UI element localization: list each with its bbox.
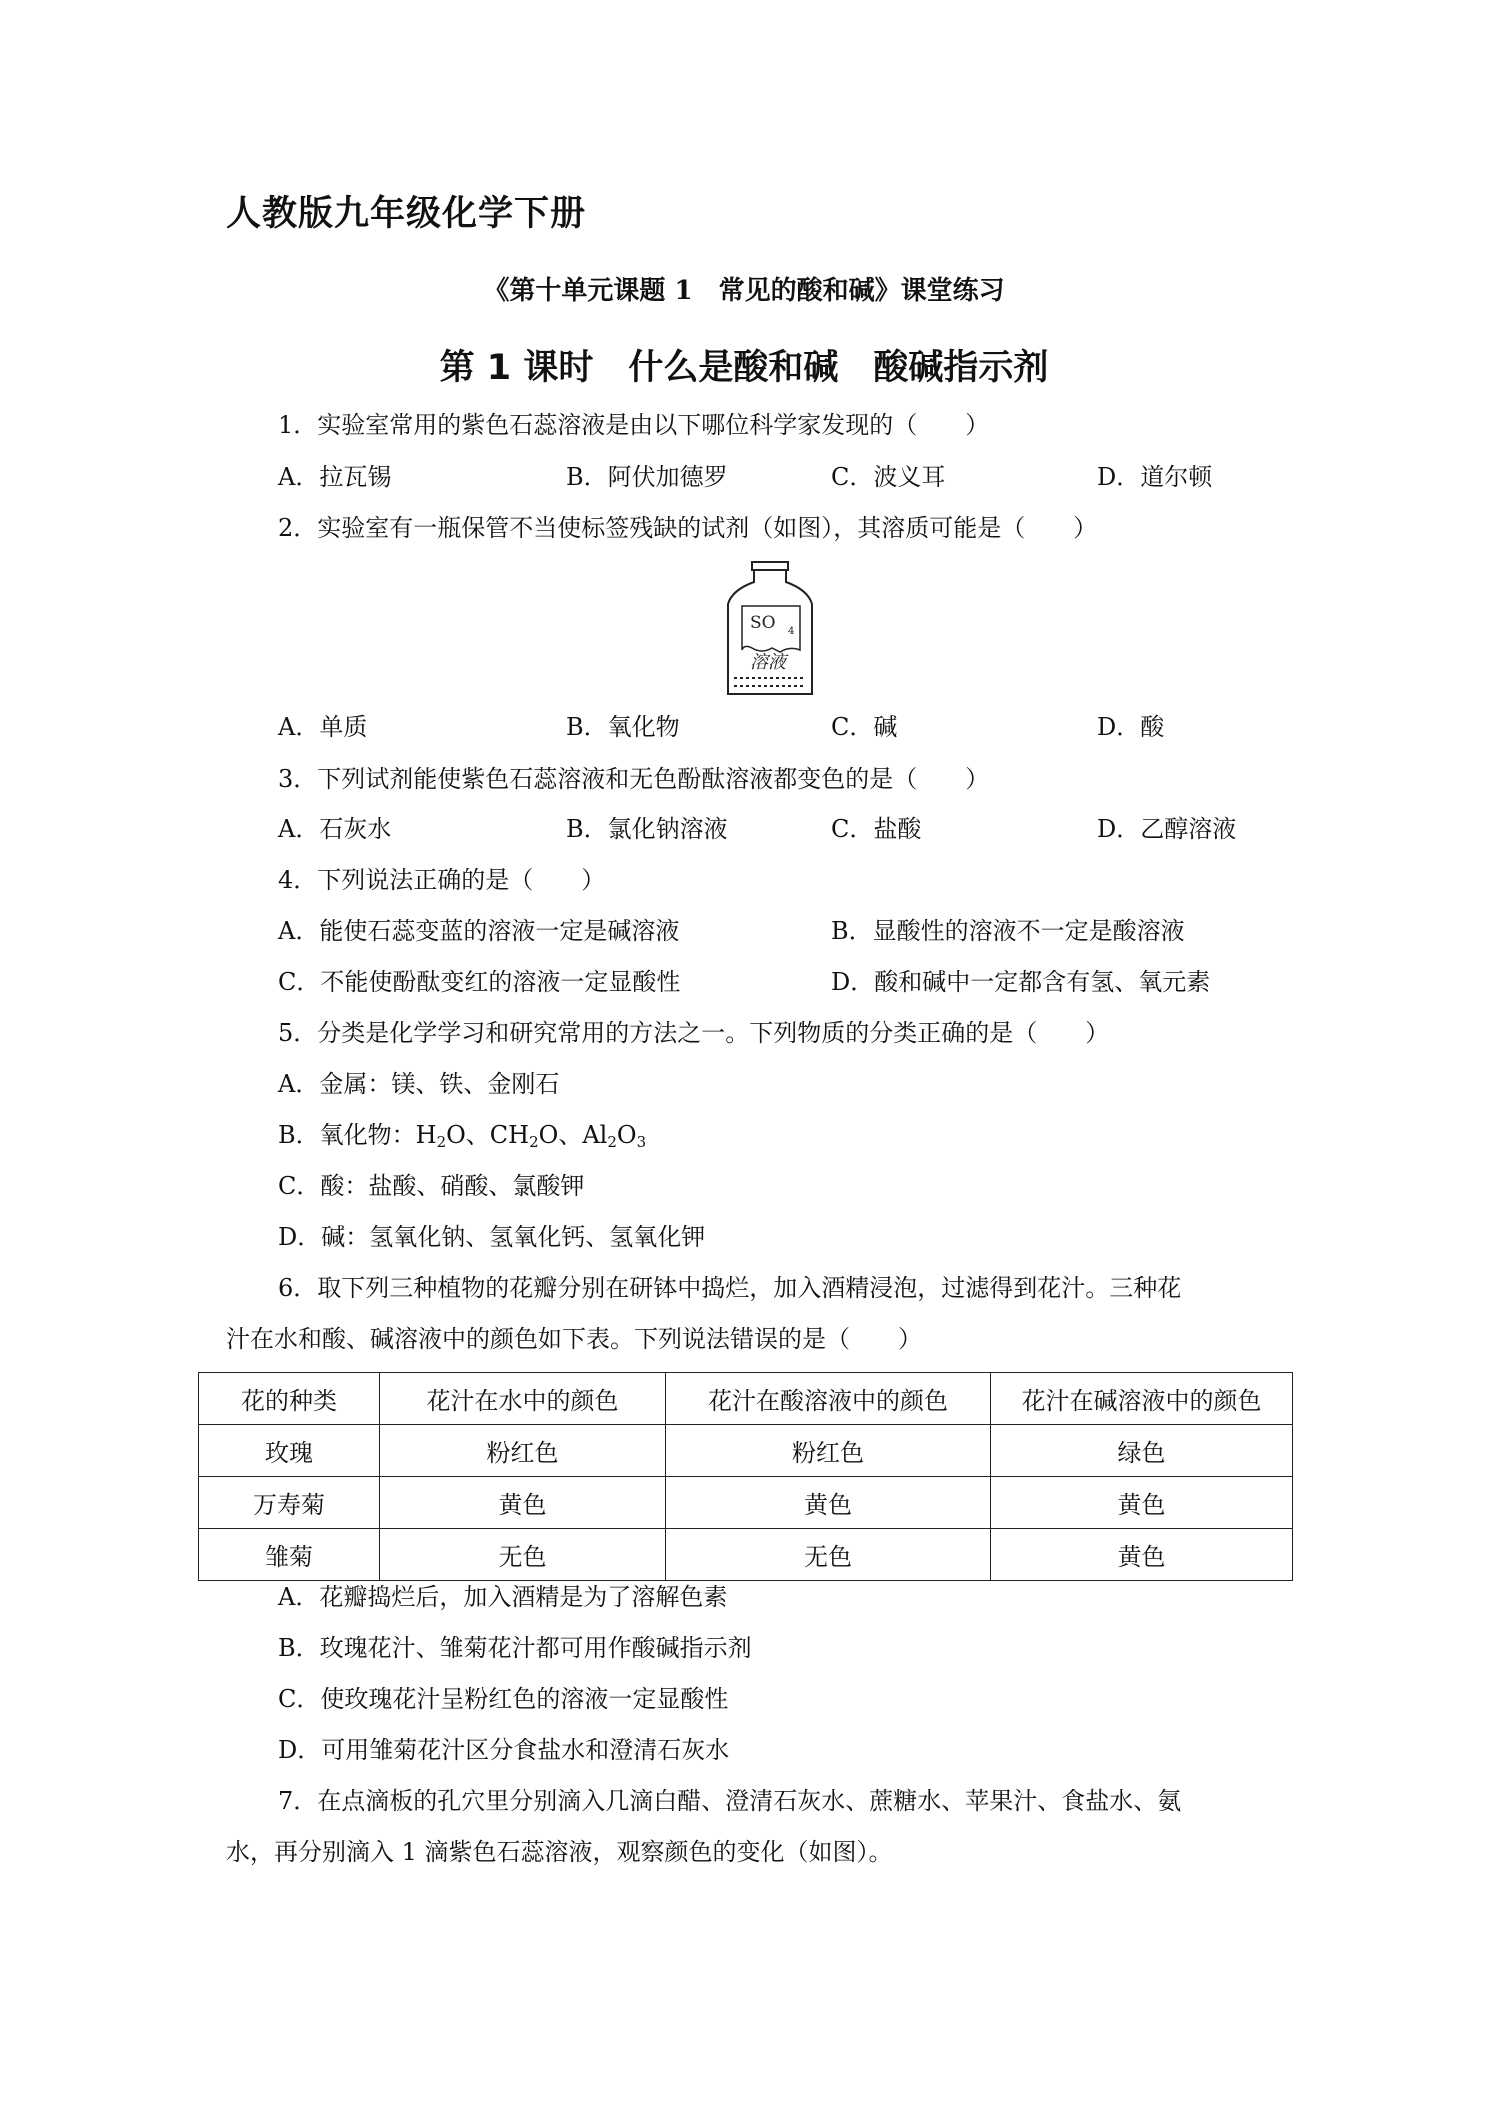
table-row — [199, 1477, 1293, 1529]
q6-option-a: A．花瓣捣烂后，加入酒精是为了溶解色素 — [278, 1583, 728, 1611]
table-header-row — [199, 1373, 1293, 1425]
question-6-stem-line2: 汁在水和酸、碱溶液中的颜色如下表。下列说法错误的是（ ） — [226, 1325, 922, 1353]
q4-option-c: C．不能使酚酞变红的溶液一定显酸性 — [278, 968, 681, 996]
table-cell: 粉红色 — [666, 1425, 991, 1477]
question-7-stem-line2: 水，再分别滴入 1 滴紫色石蕊溶液，观察颜色的变化（如图）。 — [226, 1838, 893, 1866]
q3-option-c: C．盐酸 — [831, 815, 922, 843]
q4-option-b: B．显酸性的溶液不一定是酸溶液 — [831, 917, 1185, 945]
table-cell: 无色 — [380, 1529, 666, 1581]
q2-option-b: B．氧化物 — [566, 713, 680, 741]
question-6-stem-line1: 6．取下列三种植物的花瓣分别在研钵中捣烂，加入酒精浸泡，过滤得到花汁。三种花 — [278, 1274, 1182, 1302]
q1-option-c: C．波义耳 — [831, 463, 946, 491]
question-7-stem-line1: 7．在点滴板的孔穴里分别滴入几滴白醋、澄清石灰水、蔗糖水、苹果汁、食盐水、氨 — [278, 1787, 1182, 1815]
flower-juice-table — [198, 1372, 1293, 1581]
table-header-cell: 花汁在酸溶液中的颜色 — [666, 1373, 991, 1425]
table-header-cell: 花汁在水中的颜色 — [380, 1373, 666, 1425]
q3-option-d: D．乙醇溶液 — [1097, 815, 1237, 843]
q3-option-b: B．氯化钠溶液 — [566, 815, 728, 843]
q2-option-c: C．碱 — [831, 713, 898, 741]
q5-option-d: D．碱：氢氧化钠、氢氧化钙、氢氧化钾 — [278, 1223, 706, 1251]
question-1-stem: 1．实验室常用的紫色石蕊溶液是由以下哪位科学家发现的（ ） — [278, 411, 990, 439]
table-cell: 绿色 — [991, 1425, 1293, 1477]
q1-option-a: A．拉瓦锡 — [278, 463, 392, 491]
table-cell: 无色 — [666, 1529, 991, 1581]
question-4-stem: 4．下列说法正确的是（ ） — [278, 866, 606, 894]
question-5-stem: 5．分类是化学学习和研究常用的方法之一。下列物质的分类正确的是（ ） — [278, 1019, 1110, 1047]
book-title: 人教版九年级化学下册 — [226, 194, 587, 234]
table-cell: 粉红色 — [380, 1425, 666, 1477]
q6-option-b: B．玫瑰花汁、雏菊花汁都可用作酸碱指示剂 — [278, 1634, 752, 1662]
table-row — [199, 1425, 1293, 1477]
question-2-stem: 2．实验室有一瓶保管不当使标签残缺的试剂（如图），其溶质可能是（ ） — [278, 514, 1098, 542]
lesson-title: 第 1 课时 什么是酸和碱 酸碱指示剂 — [439, 348, 1049, 388]
table-header-cell: 花汁在碱溶液中的颜色 — [991, 1373, 1293, 1425]
table-cell: 黄色 — [380, 1477, 666, 1529]
q4-option-a: A．能使石蕊变蓝的溶液一定是碱溶液 — [278, 917, 680, 945]
q5-option-a: A．金属：镁、铁、金刚石 — [278, 1070, 560, 1098]
q2-option-a: A．单质 — [278, 713, 368, 741]
table-cell: 黄色 — [666, 1477, 991, 1529]
q6-option-c: C．使玫瑰花汁呈粉红色的溶液一定显酸性 — [278, 1685, 729, 1713]
table-header-cell: 花的种类 — [199, 1373, 380, 1425]
table-cell: 黄色 — [991, 1477, 1293, 1529]
q5-option-b: B．氧化物：$H_2O$、$CH_2O$、$Al_2O_3$ — [278, 1121, 647, 1151]
table-row — [199, 1529, 1293, 1581]
q4-option-d: D．酸和碱中一定都含有氢、氧元素 — [831, 968, 1211, 996]
table-cell: 黄色 — [991, 1529, 1293, 1581]
bottle-label-subscript: 4 — [788, 626, 795, 637]
q3-option-a: A．石灰水 — [278, 815, 392, 843]
reagent-bottle-figure — [722, 560, 818, 700]
q1-option-b: B．阿伏加德罗 — [566, 463, 728, 491]
unit-title: 《第十单元课题 1 常见的酸和碱》课堂练习 — [483, 276, 1005, 306]
table-cell: 雏菊 — [199, 1529, 380, 1581]
q1-option-d: D．道尔顿 — [1097, 463, 1213, 491]
bottle-label-text: 溶液 — [750, 652, 786, 673]
table-cell: 万寿菊 — [199, 1477, 380, 1529]
bottle-label-formula: SO — [750, 613, 776, 633]
q2-option-d: D．酸 — [1097, 713, 1165, 741]
question-3-stem: 3．下列试剂能使紫色石蕊溶液和无色酚酞溶液都变色的是（ ） — [278, 765, 990, 793]
table-cell: 玫瑰 — [199, 1425, 380, 1477]
q5-option-c: C．酸：盐酸、硝酸、氯酸钾 — [278, 1172, 585, 1200]
q6-option-d: D．可用雏菊花汁区分食盐水和澄清石灰水 — [278, 1736, 730, 1764]
